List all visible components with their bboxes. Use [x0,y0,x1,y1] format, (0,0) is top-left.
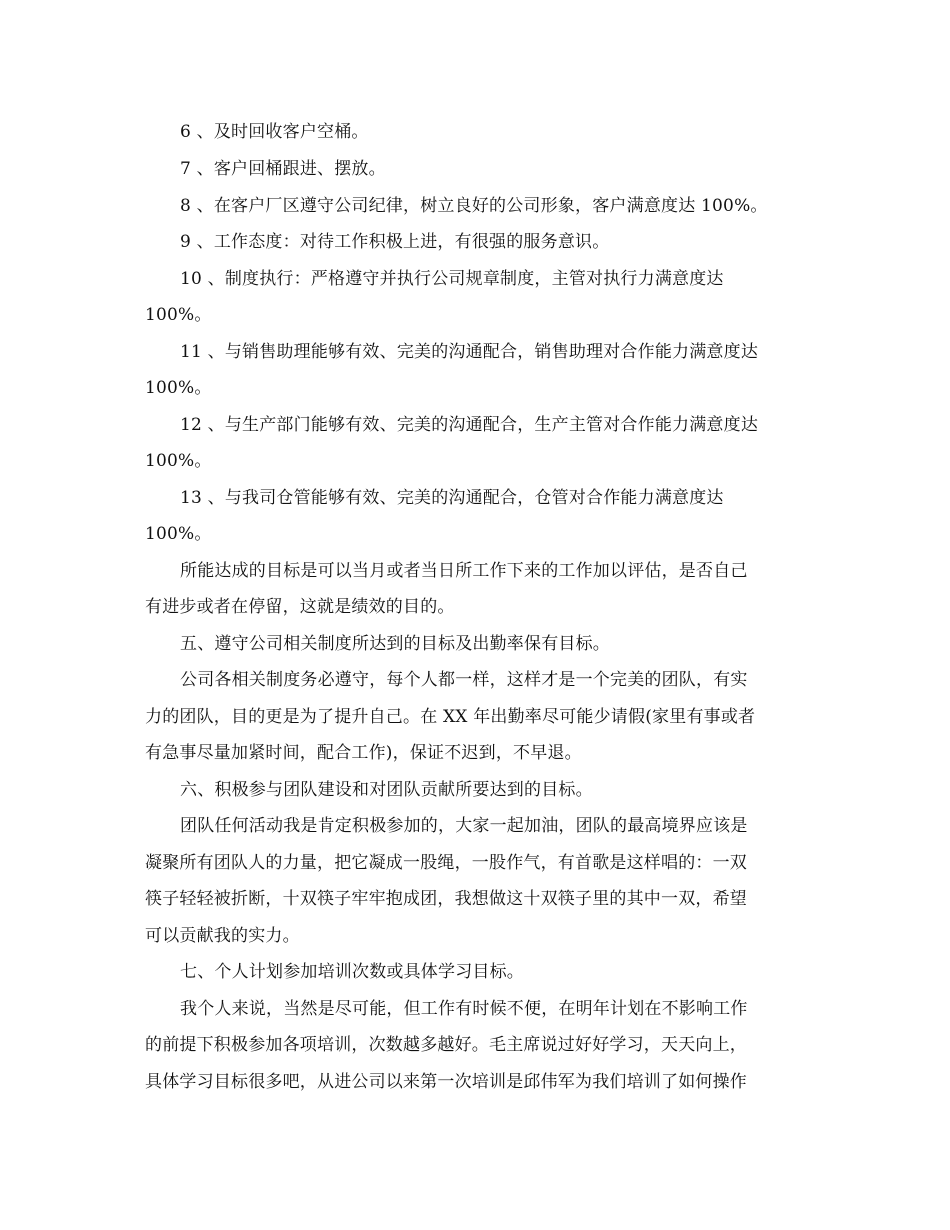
list-item: 9 、工作态度：对待工作积极上进，有很强的服务意识。 [180,232,610,252]
paragraph-line: 的前提下积极参加各项培训，次数越多越好。毛主席说过好好学习，天天向上， [145,1035,747,1055]
paragraph-line: 公司各相关制度务必遵守，每个人都一样，这样才是一个完美的团队，有实 [180,670,748,690]
list-item: 11 、与销售助理能够有效、完美的沟通配合，销售助理对合作能力满意度达 [180,342,759,362]
section-heading: 五、遵守公司相关制度所达到的目标及出勤率保有目标。 [180,634,610,654]
list-item: 8 、在客户厂区遵守公司纪律，树立良好的公司形象，客户满意度达 100%。 [180,196,768,216]
paragraph-line: 具体学习目标很多吧，从进公司以来第一次培训是邱伟军为我们培训了如何操作 [145,1072,747,1092]
section-heading: 六、积极参与团队建设和对团队贡献所要达到的目标。 [180,780,593,800]
paragraph-line: 筷子轻轻被折断，十双筷子牢牢抱成团，我想做这十双筷子里的其中一双，希望 [145,889,747,909]
paragraph-line: 有进步或者在停留，这就是绩效的目的。 [145,597,455,617]
list-item-continuation: 100%。 [145,451,212,471]
list-item: 13 、与我司仓管能够有效、完美的沟通配合，仓管对合作能力满意度达 [180,488,724,508]
paragraph-line: 力的团队，目的更是为了提升自己。在 XX 年出勤率尽可能少请假(家里有事或者 [145,707,756,727]
paragraph-line: 所能达成的目标是可以当月或者当日所工作下来的工作加以评估，是否自己 [180,561,748,581]
list-item-continuation: 100%。 [145,378,212,398]
list-item: 7 、客户回桶跟进、摆放。 [180,159,386,179]
paragraph-line: 有急事尽量加紧时间，配合工作)，保证不迟到，不早退。 [145,743,582,763]
paragraph-line: 我个人来说，当然是尽可能，但工作有时候不便，在明年计划在不影响工作 [180,999,748,1019]
list-item-continuation: 100%。 [145,305,212,325]
paragraph-line: 团队任何活动我是肯定积极参加的，大家一起加油，团队的最高境界应该是 [180,816,748,836]
list-item: 12 、与生产部门能够有效、完美的沟通配合，生产主管对合作能力满意度达 [180,415,759,435]
list-item: 6 、及时回收客户空桶。 [180,122,369,142]
section-heading: 七、个人计划参加培训次数或具体学习目标。 [180,962,524,982]
list-item-continuation: 100%。 [145,524,212,544]
paragraph-line: 凝聚所有团队人的力量，把它凝成一股绳，一股作气，有首歌是这样唱的：一双 [145,853,747,873]
list-item: 10 、制度执行：严格遵守并执行公司规章制度，主管对执行力满意度达 [180,269,724,289]
paragraph-line: 可以贡献我的实力。 [145,926,300,946]
